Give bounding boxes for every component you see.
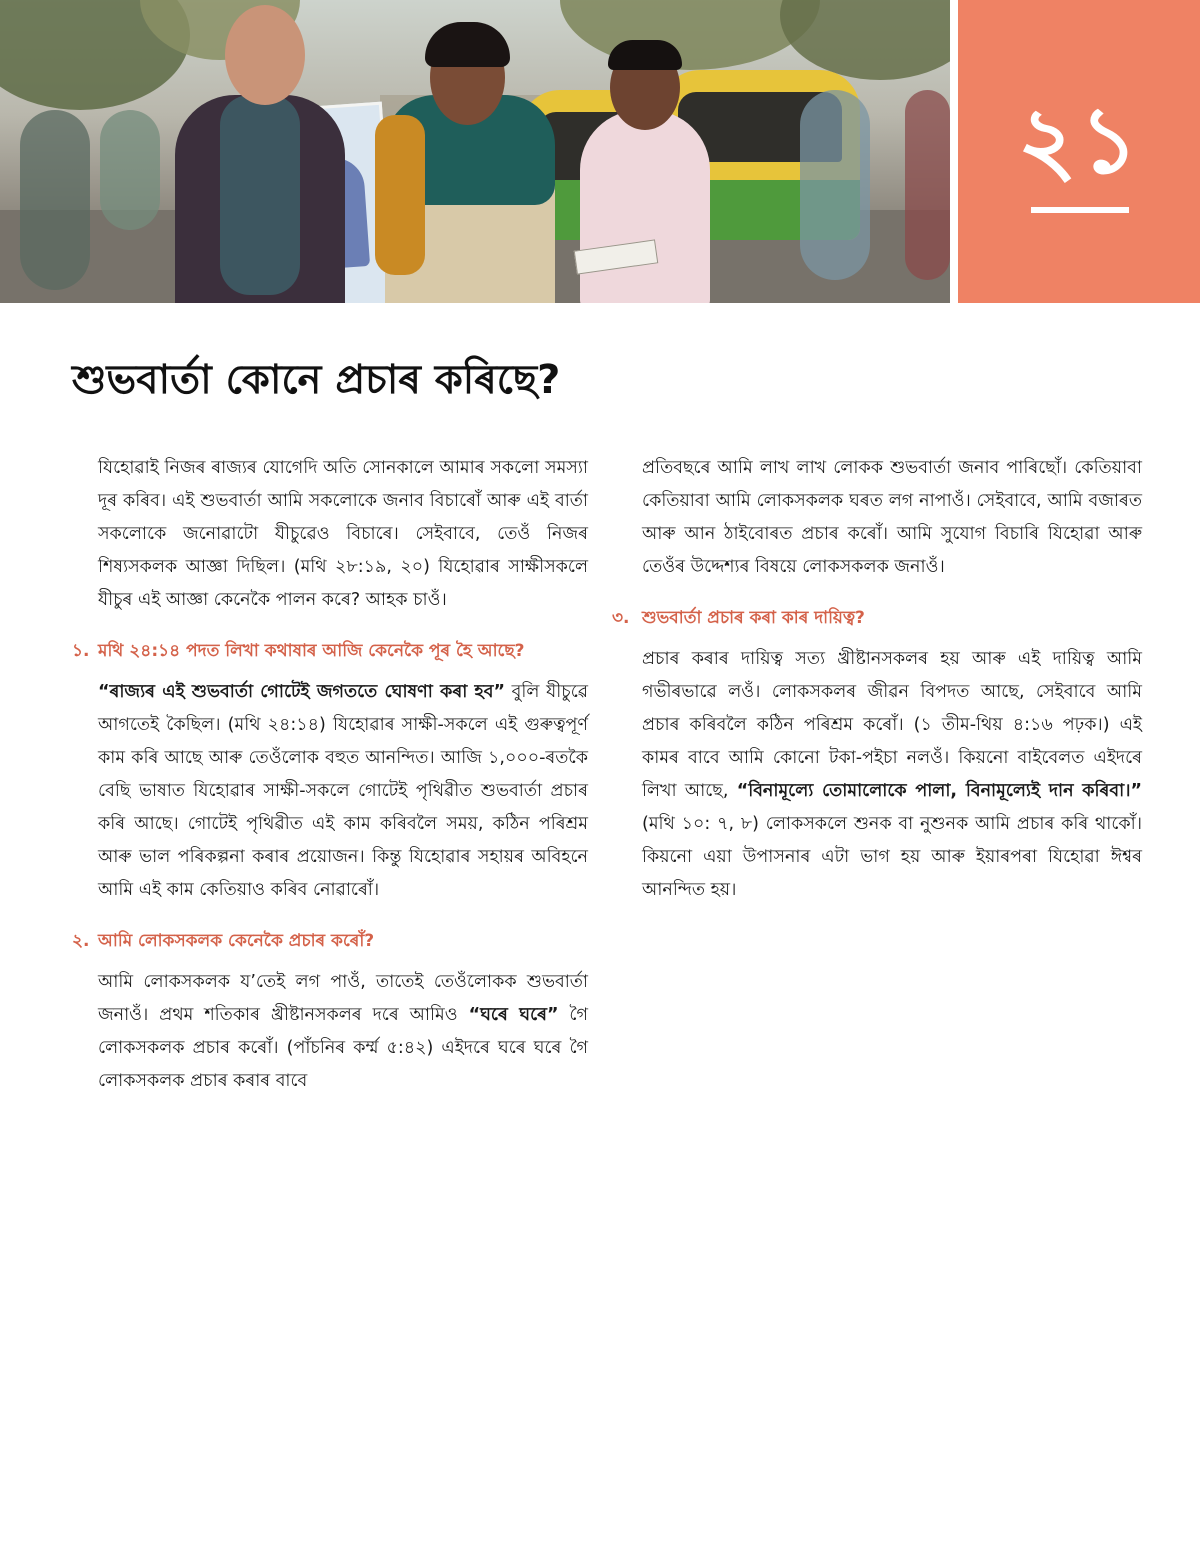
hero-photo — [0, 0, 950, 303]
answer-text: গৈ লোকসকলক প্ৰচাৰ কৰোঁ। (পাঁচনিৰ কৰ্ম্ম ৫:৪২) এইদৰে ঘৰে ঘৰে গৈ লোকসকলক প্ৰচাৰ কৰাৰ বাবে — [98, 1005, 588, 1091]
lesson-title: শুভবাৰ্তা কোনে প্ৰচাৰ কৰিছে? — [72, 357, 561, 403]
answer-text: (মথি ১০: ৭, ৮) লোকসকলে শুনক বা নুশুনক আমি প্ৰচাৰ কৰি থাকোঁ। কিয়নো এয়া উপাসনাৰ এটা ভাগ হয় আৰু ইয়াৰপৰা যিহোৱা ঈশ্বৰ আনন্দিত হয়। — [642, 814, 1142, 900]
question-number: ৩. — [612, 608, 630, 628]
answer-text: আমি লোকসকলক য’তেই লগ পাওঁ, তাতেই তেওঁলোকক শুভবাৰ্তা জনাওঁ। প্ৰথম শতিকাৰ খ্ৰীষ্টানসকলৰ দৰে আমিও — [98, 972, 588, 1025]
question-text: আমি লোকসকলক কেনেকৈ প্ৰচাৰ কৰোঁ? — [98, 931, 375, 951]
scripture-quote: “বিনামূল্যে তোমালোকে পালা, বিনামূল্যেই দান কৰিবা।” — [736, 781, 1142, 801]
question-3 — [612, 602, 1142, 635]
scripture-quote: “ঘৰে ঘৰে” — [468, 1005, 559, 1025]
person-head — [225, 5, 305, 105]
answer-text: বুলি যীচুৱে আগতেই কৈছিল। (মথি ২৪:১৪) যিহোৱাৰ সাক্ষী-সকলে এই গুৰুত্বপূৰ্ণ কাম কৰি আছে আৰু তেওঁলোক বহুত আনন্দিত। আজি ১,০০০-ৰতকৈ বেছি ভাষাত যিহোৱাৰ সাক্ষী-সকলে গোটেই পৃথিৱীত শুভবাৰ্তা প্ৰচাৰ কৰি আছে। গোটেই পৃথিৱীত এই কাম কৰিবলৈ সময়, কঠিন পৰিশ্ৰম আৰু ভাল পৰিকল্পনা কৰাৰ প্ৰয়োজন। কিন্তু যিহোৱাৰ সহায়ৰ অবিহনে আমি এই কাম কেতিয়াও কৰিব নোৱাৰোঁ। — [98, 682, 588, 900]
answer-1-paragraph — [72, 676, 588, 907]
question-number: ১. — [72, 641, 90, 661]
person-woman-left — [175, 95, 345, 303]
chapter-underline — [1031, 207, 1129, 213]
passerby-motorbike — [20, 110, 90, 290]
chapter-number: ২১ — [1017, 87, 1141, 194]
passerby-cyclist — [100, 110, 160, 230]
tree-foliage — [780, 0, 950, 80]
intro-paragraph: যিহোৱাই নিজৰ ৰাজ্যৰ যোগেদি অতি সোনকালে আমাৰ সকলো সমস্যা দূৰ কৰিব। এই শুভবাৰ্তা আমি সকলোকে জনাব বিচাৰোঁ আৰু এই বাৰ্তা সকলোকে জনোৱাটো যীচুৱেও বিচাৰে। সেইবাবে, তেওঁ নিজৰ শিষ্যসকলক আজ্ঞা দিছিল। (মথি ২৮:১৯, ২০) যিহোৱাৰ সাক্ষীসকলে যীচুৰ এই আজ্ঞা কেনেকৈ পালন কৰে? আহক চাওঁ। — [98, 458, 588, 610]
scripture-quote: “ৰাজ্যৰ এই শুভবাৰ্তা গোটেই জগততে ঘোষণা কৰা হব” — [98, 682, 505, 702]
passerby-walking — [800, 90, 870, 280]
continued-paragraph: প্ৰতিবছৰে আমি লাখ লাখ লোকক শুভবাৰ্তা জনাব পাৰিছোঁ। কেতিয়াবা কেতিয়াবা আমি লোকসকলক ঘৰত লগ নাপাওঁ। সেইবাবে, আমি বজাৰত আৰু আন ঠাইবোৰত প্ৰচাৰ কৰোঁ। আমি সুযোগ বিচাৰি যিহোৱা আৰু তেওঁৰ উদ্দেশ্যৰ বিষয়ে লোকসকলক জনাওঁ। — [642, 458, 1142, 577]
person-woman-center — [385, 95, 555, 303]
passerby-walking — [905, 90, 950, 280]
question-number: ২. — [72, 931, 90, 951]
right-column — [612, 452, 1142, 907]
chapter-badge — [958, 0, 1200, 303]
question-2 — [72, 925, 588, 958]
answer-2-paragraph — [72, 966, 588, 1098]
answer-3-paragraph — [612, 643, 1142, 907]
question-text: শুভবাৰ্তা প্ৰচাৰ কৰা কাৰ দায়িত্ব? — [642, 608, 865, 628]
person-hair — [425, 22, 510, 67]
question-text: মথি ২৪:১৪ পদত লিখা কথাষাৰ আজি কেনেকৈ পূৰ হৈ আছে? — [98, 641, 525, 661]
person-hair — [608, 40, 682, 70]
left-column — [72, 452, 588, 1098]
answer-text: প্ৰচাৰ কৰাৰ দায়িত্ব সত্য খ্ৰীষ্টানসকলৰ হয় আৰু এই দায়িত্ব আমি গভীৰভাৱে লওঁ। লোকসকলৰ জীৱন বিপদত আছে, সেইবাবে আমি প্ৰচাৰ কৰিবলৈ কঠিন পৰিশ্ৰম কৰোঁ। (১ তীম-থিয় ৪:১৬ পঢ়ক।) এই কামৰ বাবে আমি কোনো টকা-পইচা নলওঁ। কিয়নো বাইবেলত এইদৰে লিখা আছে, — [642, 649, 1142, 801]
person-man-right — [580, 110, 710, 303]
question-1 — [72, 635, 588, 668]
